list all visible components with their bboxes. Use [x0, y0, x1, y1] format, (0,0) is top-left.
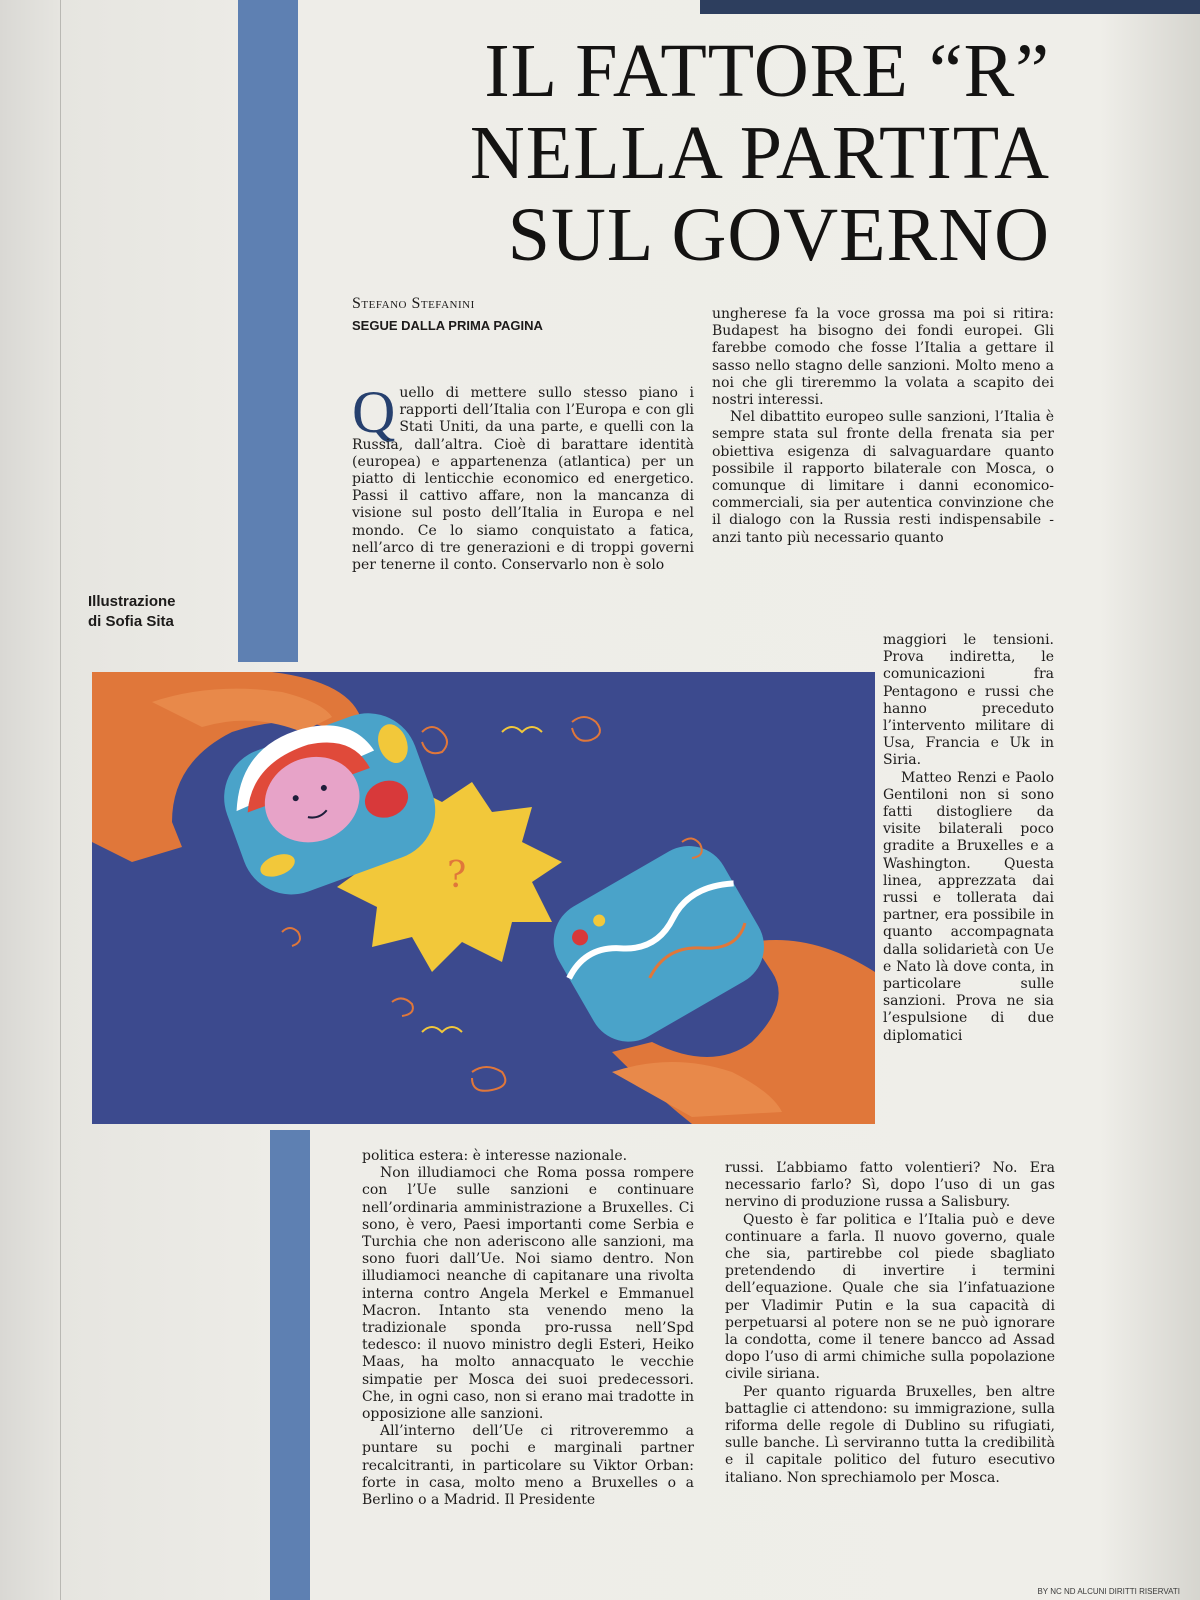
article-column-2-narrow — [883, 632, 1054, 1045]
vertical-blue-rule-lower — [270, 1130, 310, 1600]
matryoshka-illustration — [92, 672, 875, 1124]
drop-cap: Q — [352, 379, 396, 445]
headline-line-1: IL FATTORE “R” — [484, 29, 1050, 113]
article-column-1-top — [352, 379, 694, 574]
article-column-2-top — [712, 306, 1054, 547]
paragraph: russi. L’abbiamo fatto volentieri? No. Era necessario farlo? Sì, dopo l’uso di un gas nervino di produzione russa a Salisbury. — [725, 1160, 1055, 1211]
headline — [350, 30, 1050, 276]
author-name: Stefano Stefanini — [352, 295, 475, 312]
page-fold-line — [60, 0, 61, 1600]
paragraph: Matteo Renzi e Paolo Gentiloni non si sono fatti distogliere da visite bilaterali poco gradite a Bruxelles e a Washington. Questa linea, apprezzata dai russi e tollerata dai partner, era possibile in quanto accompagnata dalla solidarietà con Ue e Nato là dove conta, in particolare sulle sanzioni. Prova ne sia l’espulsione di due diplomatici — [883, 769, 1054, 1044]
top-color-band — [700, 0, 1200, 14]
headline-line-3: SUL GOVERNO — [507, 193, 1050, 277]
paragraph: maggiori le tensioni. Prova indiretta, le comunicazioni fra Pentagono e russi che hanno preceduto l’intervento militare di Usa, Francia e Uk in Siria. — [883, 632, 1054, 769]
illustration-credit-line-2: di Sofia Sita — [88, 613, 174, 630]
headline-line-2: NELLA PARTITA — [469, 111, 1050, 195]
article-column-2-bottom — [725, 1160, 1055, 1487]
paragraph: All’interno dell’Ue ci ritroveremmo a puntare su pochi e marginali partner recalcitranti, in particolare su Viktor Orban: forte in casa, molto meno a Bruxelles o a Berlino o a Madrid. Il Presidente — [362, 1423, 694, 1509]
illustration-credit-line-1: Illustrazione — [88, 593, 176, 610]
article-lead-paragraph — [352, 379, 694, 574]
lead-text: uello di mettere sullo stesso piano i rapporti dell’Italia con l’Europa e con gli Stati Uniti, da una parte, e quelli con la Russia, dall’altra. Cioè di barattare identità (europea) e appartenenza (atlantica) per un piatto di lenticchie economico ed energetico. Passi il cattivo affare, non la mancanza di visione sul posto dell’Italia in Europa e nel mondo. Ce lo siamo conquistato a fatica, nell’arco di tre generazioni e di troppi governi per tenerne il conto. Conservarlo non è solo — [352, 385, 694, 574]
paragraph: politica estera: è interesse nazionale. — [362, 1148, 628, 1164]
illustration-credit — [88, 592, 228, 632]
paragraph: Non illudiamoci che Roma possa rompere con l’Ue sulle sanzioni e continuare nell’ordinaria amministrazione a Bruxelles. Ci sono, è vero, Paesi importanti come Serbia e Turchia che non aderiscono alle sanzioni, ma sono fuori dall’Ue. Noi siamo dentro. Non illudiamoci neanche di capitanare una rivolta interna contro Angela Merkel e Emmanuel Macron. Intanto sta venendo meno la tradizionale sponda pro-russa nell’Spd tedesco: il nuovo ministro degli Esteri, Heiko Maas, ha molto annacquato le vecchie simpatie per Mosca dei suoi predecessori. Che, in ogni caso, non si erano mai tradotte in opposizione alle sanzioni. — [362, 1165, 694, 1423]
question-mark-glyph: ? — [447, 855, 467, 896]
paragraph: Per quanto riguarda Bruxelles, ben altre battaglie ci attendono: su immigrazione, sulla riforma delle regole di Dublino su rifugiati, sulle banche. Lì serviranno tutta la credibilità e il capitale politico del futuro esecutivo italiano. Non sprechiamolo per Mosca. — [725, 1383, 1055, 1486]
copyright-note: BY NC ND ALCUNI DIRITTI RISERVATI — [1037, 1587, 1180, 1596]
article-column-1-bottom — [362, 1148, 694, 1509]
paragraph: ungherese fa la voce grossa ma poi si ritira: Budapest ha bisogno dei fondi europei. Gli farebbe comodo che fosse l’Italia a gettare il sasso nello stagno delle sanzioni. Molto meno a noi che gli tireremmo la volata a scapito dei nostri interessi. — [712, 306, 1054, 409]
paragraph: Nel dibattito europeo sulle sanzioni, l’Italia è sempre stata sul fronte della frenata sia per obiettiva esigenza di salvaguardare quanto possibile il rapporto bilaterale con Mosca, o comunque di limitare i danni economico-commerciali, sia per autentica convinzione che il dialogo con la Russia resti indispensabile - anzi tanto più necessario quanto — [712, 409, 1054, 546]
continued-from-label: SEGUE DALLA PRIMA PAGINA — [352, 318, 543, 333]
paragraph: Questo è far politica e l’Italia può e deve continuare a farla. Il nuovo governo, quale che sia, partirebbe col piede sbagliato pretendendo di invertire i termini dell’equazione. Quale che sia l’infatuazione per Vladimir Putin e la sua capacità di perpetuarsi al potere non se ne può ignorare la condotta, come il tenere bancco ad Assad dopo l’uso di armi chimiche sulla popolazione civile siriana. — [725, 1211, 1055, 1383]
vertical-blue-rule — [238, 0, 298, 662]
